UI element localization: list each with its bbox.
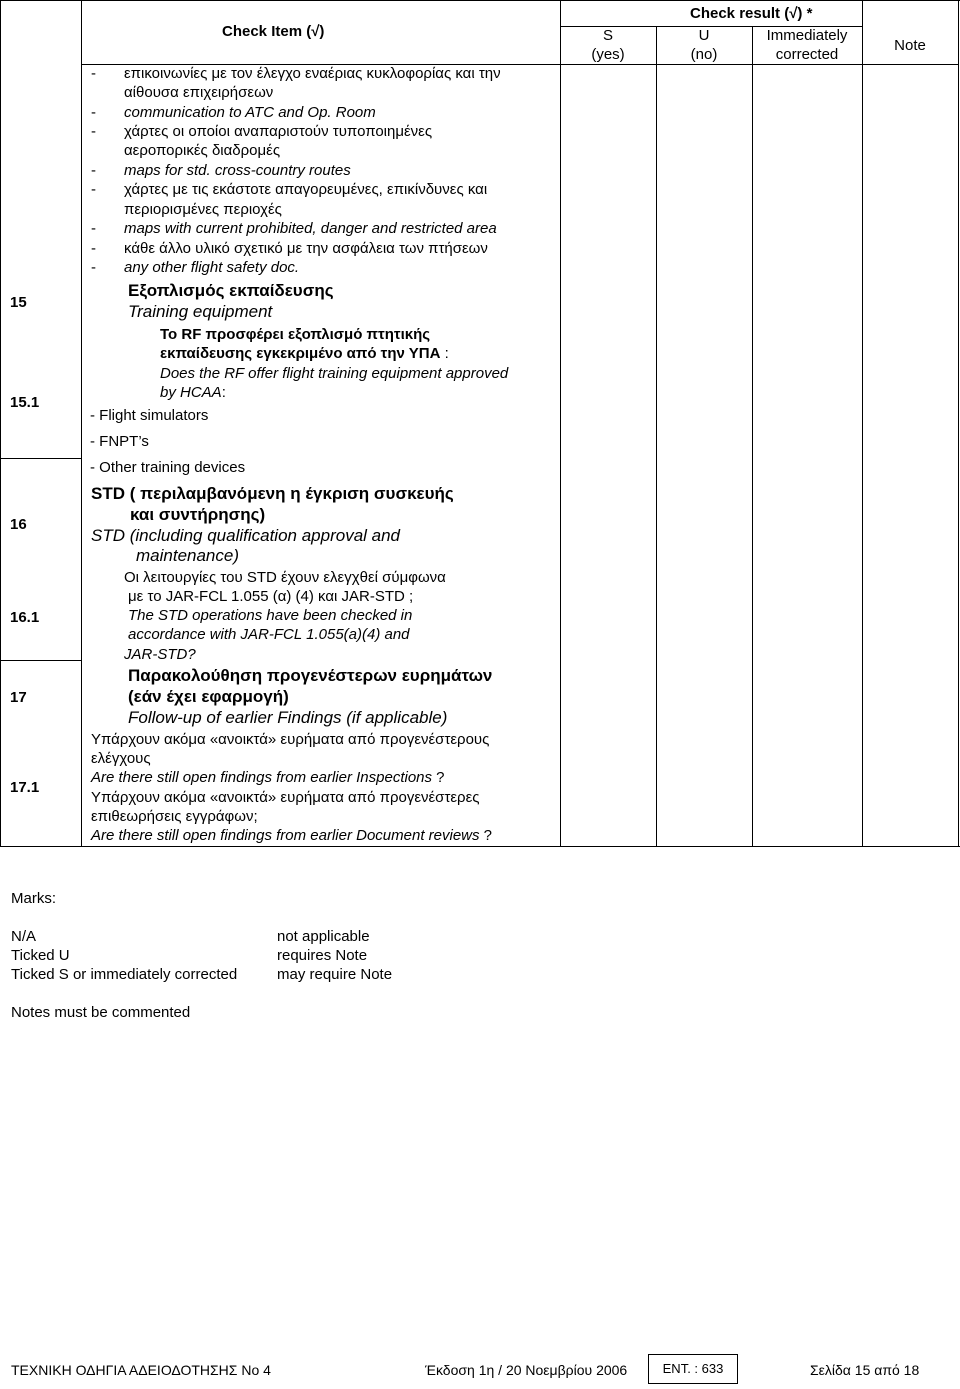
row-16-1-line1: Οι λειτουργίες του STD έχουν ελεγχθεί σύμφωνα	[124, 569, 446, 586]
row-17-1-line5: επιθεωρήσεις εγγράφων;	[91, 808, 258, 825]
col-divider-s	[656, 26, 657, 846]
row-number-16: 16	[10, 516, 27, 533]
row-number-17: 17	[10, 689, 27, 706]
row-number-15: 15	[10, 294, 27, 311]
row-15-1-en-line2: by HCAA	[160, 384, 222, 401]
table-border-top	[0, 0, 960, 1]
u-header: U	[698, 27, 710, 44]
row-16-gr-line2: και συντήρησης)	[130, 505, 266, 524]
table-border-left	[0, 0, 1, 846]
footer-ent-box	[648, 1354, 738, 1384]
table-border-right	[958, 0, 959, 846]
row-17-1-line3-tail: ?	[432, 769, 445, 786]
row-14-line: περιορισμένες περιοχές	[124, 201, 282, 218]
row-17-1-line6-tail: ?	[479, 827, 493, 844]
row-16-en-line1: STD (including qualification approval and	[91, 526, 401, 545]
mark-s-desc: may require Note	[277, 966, 393, 983]
footer-ent-label: ΕΝΤ. : 633	[662, 1361, 724, 1376]
row-15-1-en-line1: Does the RF offer flight training equipment approved	[160, 365, 509, 382]
row-14-dash: -	[91, 240, 96, 257]
row-15-1-gr-line1: Το RF προσφέρει εξοπλισμό πτητικής	[160, 326, 431, 343]
u-sub-header: (no)	[690, 46, 718, 63]
row-number-17-1: 17.1	[10, 779, 40, 796]
row-14-line: χάρτες οι οποίοι αναπαριστούν τυποποιημένες	[124, 123, 433, 140]
corrected-header: corrected	[775, 46, 839, 63]
check-result-header: Check result (√) *	[690, 5, 813, 22]
col-divider-number	[81, 0, 82, 846]
row-14-line: χάρτες με τις εκάστοτε απαγορευμένες, επικίνδυνες και	[124, 181, 488, 198]
mark-na-desc: not applicable	[277, 928, 370, 945]
row-14-line: αίθουσα επιχειρήσεων	[124, 84, 274, 101]
footer-document-title: ΤΕΧΝΙΚΗ ΟΔΗΓΙΑ ΑΔΕΙΟΔΟΤΗΣΗΣ No 4	[11, 1362, 271, 1378]
row-14-dash: -	[91, 123, 96, 140]
row-16-en-line2: maintenance)	[136, 546, 240, 565]
col-divider-item	[560, 0, 561, 846]
footer-edition: Έκδοση 1η / 20 Νοεμβρίου 2006	[425, 1362, 628, 1378]
s-header: S	[602, 27, 613, 44]
s-sub-header: (yes)	[591, 46, 625, 63]
note-header: Note	[894, 37, 926, 54]
row-14-dash: -	[91, 104, 96, 121]
mark-na: N/A	[11, 928, 37, 945]
table-border-bottom	[0, 846, 960, 847]
item-fnpts: - FNPT’s	[90, 433, 149, 450]
row-14-line: maps with current prohibited, danger and restricted area	[124, 220, 497, 237]
row-16-1-line4: accordance with JAR-FCL 1.055(a)(4) and	[128, 626, 410, 643]
row-number-16-1: 16.1	[10, 609, 40, 626]
row-14-line: επικοινωνίες με τον έλεγχο εναέριας κυκλοφορίας και την	[124, 65, 501, 82]
check-item-header: Check Item (√)	[222, 23, 325, 40]
immediately-header: Immediately	[766, 27, 848, 44]
row-17-en: Follow-up of earlier Findings (if applicable)	[128, 708, 448, 727]
row-number-15-1: 15.1	[10, 394, 40, 411]
row-14-line: communication to ATC and Op. Room	[124, 104, 376, 121]
row-16-1-line3: The STD operations have been checked in	[128, 607, 413, 624]
row-14-dash: -	[91, 220, 96, 237]
row-divider	[0, 660, 82, 661]
notes-instruction: Notes must be commented	[11, 1004, 191, 1021]
row-15-1-gr-line2: εκπαίδευσης εγκεκριμένο από την ΥΠΑ	[160, 345, 441, 362]
mark-u-desc: requires Note	[277, 947, 368, 964]
row-17-gr-line2: (εάν έχει εφαρμογή)	[128, 687, 289, 706]
footer-page-number: Σελίδα 15 από 18	[810, 1362, 920, 1378]
col-divider-u	[752, 26, 753, 846]
row-16-1-line2: με το JAR-FCL 1.055 (α) (4) και JAR-STD ;	[128, 588, 414, 605]
row-16-1-line5: JAR-STD?	[124, 646, 196, 663]
row-14-dash: -	[91, 181, 96, 198]
row-14-dash: -	[91, 259, 96, 276]
item-flight-simulators: - Flight simulators	[90, 407, 209, 424]
row-16-gr-line1: STD ( περιλαμβανόμενη η έγκριση συσκευής	[91, 484, 454, 503]
mark-u: Ticked U	[11, 947, 70, 964]
col-divider-imm	[862, 0, 863, 846]
row-17-1-line2: ελέγχους	[91, 750, 151, 767]
row-15-title-gr: Εξοπλισμός εκπαίδευσης	[128, 281, 334, 300]
row-15-1-gr-tail: :	[440, 345, 449, 362]
row-15-title-en: Training equipment	[128, 302, 273, 321]
row-17-1-line6: Are there still open findings from earlier Document reviews	[91, 827, 480, 844]
row-14-line: αεροπορικές διαδρομές	[124, 142, 281, 159]
row-14-line: any other flight safety doc.	[124, 259, 300, 276]
row-17-gr-line1: Παρακολούθηση προγενέστερων ευρημάτων	[128, 666, 493, 685]
item-other-training-devices: - Other training devices	[90, 459, 246, 476]
row-divider	[0, 458, 82, 459]
row-17-1-line3: Are there still open findings from earlier Inspections	[91, 769, 433, 786]
row-14-dash: -	[91, 65, 96, 82]
row-14-line: κάθε άλλο υλικό σχετικό με την ασφάλεια των πτήσεων	[124, 240, 488, 257]
marks-title: Marks:	[11, 890, 56, 907]
row-15-1-en-tail: :	[221, 384, 226, 401]
row-17-1-line1: Υπάρχουν ακόμα «ανοικτά» ευρήματα από προγενέστερους	[91, 731, 490, 748]
row-14-dash: -	[91, 162, 96, 179]
mark-s: Ticked S or immediately corrected	[11, 966, 238, 983]
row-17-1-line4: Υπάρχουν ακόμα «ανοικτά» ευρήματα από προγενέστερες	[91, 789, 480, 806]
row-14-line: maps for std. cross-country routes	[124, 162, 351, 179]
